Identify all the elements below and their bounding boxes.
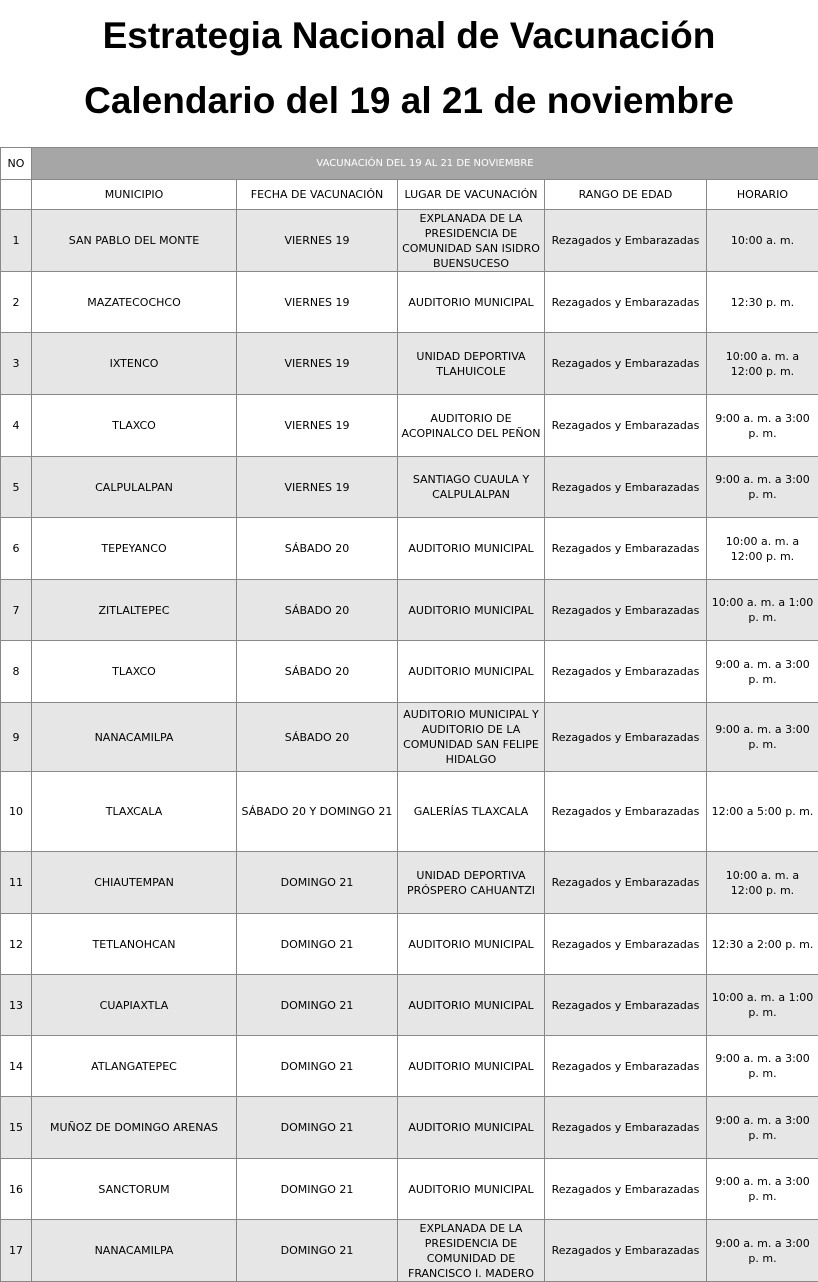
- table-row: [1, 1036, 818, 1097]
- header-rango: RANGO DE EDAD: [545, 180, 707, 210]
- table-row: [1, 641, 818, 703]
- row-fecha: DOMINGO 21: [237, 1220, 398, 1282]
- table-row: [1, 975, 818, 1036]
- row-rango: Rezagados y Embarazadas: [545, 1036, 707, 1097]
- row-number: 5: [1, 457, 32, 518]
- row-horario: 9:00 a. m. a 3:00 p. m.: [707, 1159, 818, 1220]
- row-number: 13: [1, 975, 32, 1036]
- row-lugar: AUDITORIO MUNICIPAL: [398, 975, 545, 1036]
- row-rango: Rezagados y Embarazadas: [545, 272, 707, 333]
- row-lugar: AUDITORIO MUNICIPAL: [398, 641, 545, 703]
- row-fecha: DOMINGO 21: [237, 975, 398, 1036]
- row-lugar: AUDITORIO MUNICIPAL: [398, 518, 545, 580]
- row-rango: Rezagados y Embarazadas: [545, 703, 707, 772]
- row-number: 11: [1, 852, 32, 914]
- row-horario: 10:00 a. m. a 12:00 p. m.: [707, 518, 818, 580]
- table-row: [1, 852, 818, 914]
- row-municipio: TETLANOHCAN: [32, 914, 237, 975]
- row-municipio: MUÑOZ DE DOMINGO ARENAS: [32, 1097, 237, 1159]
- row-municipio: TLAXCO: [32, 395, 237, 457]
- row-lugar: AUDITORIO MUNICIPAL: [398, 272, 545, 333]
- table-row: [1, 210, 818, 272]
- row-number: 15: [1, 1097, 32, 1159]
- row-lugar: AUDITORIO MUNICIPAL Y AUDITORIO DE LA COMUNIDAD SAN FELIPE HIDALGO: [398, 703, 545, 772]
- no-header: NO: [1, 148, 32, 180]
- row-horario: 9:00 a. m. a 3:00 p. m.: [707, 1036, 818, 1097]
- row-fecha: DOMINGO 21: [237, 1159, 398, 1220]
- row-municipio: TLAXCO: [32, 641, 237, 703]
- row-lugar: AUDITORIO DE ACOPINALCO DEL PEÑON: [398, 395, 545, 457]
- row-fecha: SÁBADO 20: [237, 641, 398, 703]
- row-lugar: AUDITORIO MUNICIPAL: [398, 580, 545, 641]
- table-banner-row: [1, 148, 818, 180]
- row-lugar: UNIDAD DEPORTIVA TLAHUICOLE: [398, 333, 545, 395]
- row-number: 3: [1, 333, 32, 395]
- table-row: [1, 914, 818, 975]
- row-municipio: TEPEYANCO: [32, 518, 237, 580]
- row-lugar: AUDITORIO MUNICIPAL: [398, 1159, 545, 1220]
- row-horario: 12:30 p. m.: [707, 272, 818, 333]
- row-number: 6: [1, 518, 32, 580]
- row-municipio: SANCTORUM: [32, 1159, 237, 1220]
- table-row: [1, 457, 818, 518]
- row-fecha: VIERNES 19: [237, 272, 398, 333]
- row-rango: Rezagados y Embarazadas: [545, 210, 707, 272]
- row-number: 9: [1, 703, 32, 772]
- header-lugar: LUGAR DE VACUNACIÓN: [398, 180, 545, 210]
- row-horario: 12:00 a 5:00 p. m.: [707, 772, 818, 852]
- row-number: 1: [1, 210, 32, 272]
- header-municipio: MUNICIPIO: [32, 180, 237, 210]
- row-rango: Rezagados y Embarazadas: [545, 852, 707, 914]
- table-row: [1, 1159, 818, 1220]
- row-horario: 9:00 a. m. a 3:00 p. m.: [707, 641, 818, 703]
- page-title: Estrategia Nacional de Vacunación: [0, 16, 818, 56]
- row-rango: Rezagados y Embarazadas: [545, 975, 707, 1036]
- row-fecha: SÁBADO 20: [237, 518, 398, 580]
- page-subtitle: Calendario del 19 al 21 de noviembre: [0, 81, 818, 121]
- table-row: [1, 518, 818, 580]
- row-rango: Rezagados y Embarazadas: [545, 641, 707, 703]
- row-municipio: MAZATECOCHCO: [32, 272, 237, 333]
- row-lugar: UNIDAD DEPORTIVA PRÓSPERO CAHUANTZI: [398, 852, 545, 914]
- row-rango: Rezagados y Embarazadas: [545, 457, 707, 518]
- row-horario: 10:00 a. m. a 1:00 p. m.: [707, 580, 818, 641]
- row-municipio: TLAXCALA: [32, 772, 237, 852]
- row-lugar: SANTIAGO CUAULA Y CALPULALPAN: [398, 457, 545, 518]
- row-number: 14: [1, 1036, 32, 1097]
- row-fecha: DOMINGO 21: [237, 914, 398, 975]
- row-number: 12: [1, 914, 32, 975]
- table-row: [1, 333, 818, 395]
- row-municipio: SAN PABLO DEL MONTE: [32, 210, 237, 272]
- table-row: [1, 772, 818, 852]
- row-fecha: DOMINGO 21: [237, 852, 398, 914]
- row-rango: Rezagados y Embarazadas: [545, 914, 707, 975]
- row-lugar: AUDITORIO MUNICIPAL: [398, 1036, 545, 1097]
- row-fecha: VIERNES 19: [237, 457, 398, 518]
- row-number: 16: [1, 1159, 32, 1220]
- row-rango: Rezagados y Embarazadas: [545, 395, 707, 457]
- row-number: 8: [1, 641, 32, 703]
- header-fecha: FECHA DE VACUNACIÓN: [237, 180, 398, 210]
- vaccination-table: [0, 147, 818, 1282]
- row-horario: 9:00 a. m. a 3:00 p. m.: [707, 457, 818, 518]
- row-municipio: IXTENCO: [32, 333, 237, 395]
- row-lugar: EXPLANADA DE LA PRESIDENCIA DE COMUNIDAD SAN ISIDRO BUENSUCESO: [398, 210, 545, 272]
- row-fecha: VIERNES 19: [237, 210, 398, 272]
- row-horario: 9:00 a. m. a 3:00 p. m.: [707, 1097, 818, 1159]
- row-horario: 9:00 a. m. a 3:00 p. m.: [707, 1220, 818, 1282]
- row-rango: Rezagados y Embarazadas: [545, 772, 707, 852]
- row-municipio: NANACAMILPA: [32, 1220, 237, 1282]
- header-blank: [1, 180, 32, 210]
- row-fecha: DOMINGO 21: [237, 1036, 398, 1097]
- row-fecha: VIERNES 19: [237, 333, 398, 395]
- row-fecha: DOMINGO 21: [237, 1097, 398, 1159]
- title-block: [0, 0, 818, 147]
- row-number: 2: [1, 272, 32, 333]
- row-municipio: NANACAMILPA: [32, 703, 237, 772]
- row-fecha: SÁBADO 20: [237, 580, 398, 641]
- table-row: [1, 1220, 818, 1282]
- row-rango: Rezagados y Embarazadas: [545, 518, 707, 580]
- table-header-row: [1, 180, 818, 210]
- row-lugar: GALERÍAS TLAXCALA: [398, 772, 545, 852]
- row-rango: Rezagados y Embarazadas: [545, 1097, 707, 1159]
- table-banner: VACUNACIÓN DEL 19 AL 21 DE NOVIEMBRE: [32, 148, 818, 180]
- row-fecha: SÁBADO 20 Y DOMINGO 21: [237, 772, 398, 852]
- row-municipio: ATLANGATEPEC: [32, 1036, 237, 1097]
- row-horario: 10:00 a. m.: [707, 210, 818, 272]
- row-number: 4: [1, 395, 32, 457]
- row-lugar: AUDITORIO MUNICIPAL: [398, 914, 545, 975]
- row-horario: 9:00 a. m. a 3:00 p. m.: [707, 703, 818, 772]
- row-municipio: CUAPIAXTLA: [32, 975, 237, 1036]
- row-fecha: SÁBADO 20: [237, 703, 398, 772]
- row-fecha: VIERNES 19: [237, 395, 398, 457]
- row-horario: 10:00 a. m. a 12:00 p. m.: [707, 333, 818, 395]
- row-horario: 9:00 a. m. a 3:00 p. m.: [707, 395, 818, 457]
- row-number: 17: [1, 1220, 32, 1282]
- row-number: 10: [1, 772, 32, 852]
- header-horario: HORARIO: [707, 180, 818, 210]
- row-horario: 12:30 a 2:00 p. m.: [707, 914, 818, 975]
- row-municipio: CHIAUTEMPAN: [32, 852, 237, 914]
- row-rango: Rezagados y Embarazadas: [545, 580, 707, 641]
- row-horario: 10:00 a. m. a 1:00 p. m.: [707, 975, 818, 1036]
- row-municipio: CALPULALPAN: [32, 457, 237, 518]
- row-lugar: AUDITORIO MUNICIPAL: [398, 1097, 545, 1159]
- row-rango: Rezagados y Embarazadas: [545, 1220, 707, 1282]
- table-row: [1, 395, 818, 457]
- row-number: 7: [1, 580, 32, 641]
- table-row: [1, 580, 818, 641]
- table-row: [1, 1097, 818, 1159]
- table-row: [1, 703, 818, 772]
- row-rango: Rezagados y Embarazadas: [545, 1159, 707, 1220]
- table-row: [1, 272, 818, 333]
- row-rango: Rezagados y Embarazadas: [545, 333, 707, 395]
- row-lugar: EXPLANADA DE LA PRESIDENCIA DE COMUNIDAD DE FRANCISCO I. MADERO: [398, 1220, 545, 1282]
- row-horario: 10:00 a. m. a 12:00 p. m.: [707, 852, 818, 914]
- row-municipio: ZITLALTEPEC: [32, 580, 237, 641]
